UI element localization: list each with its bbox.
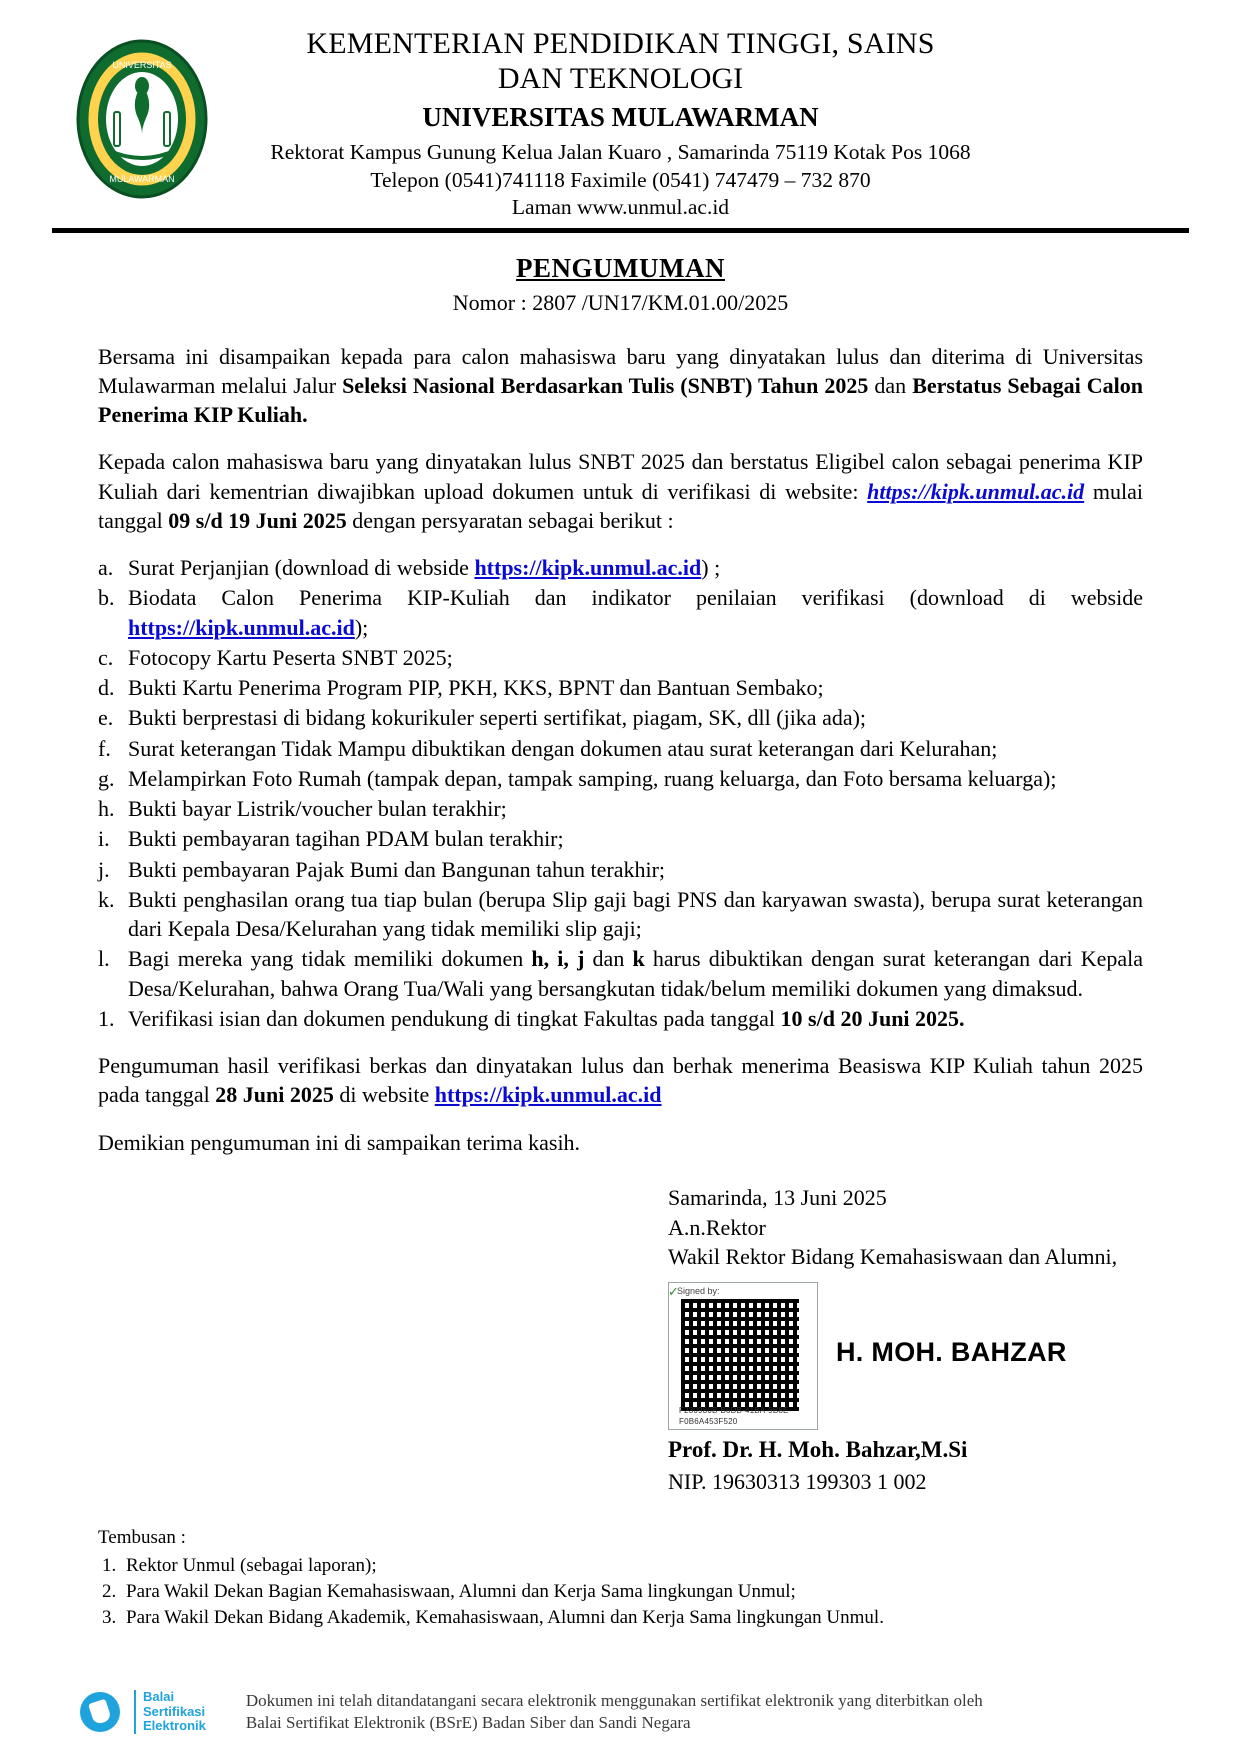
website-line: Laman www.unmul.ac.id — [511, 195, 730, 220]
document-number: Nomor : 2807 /UN17/KM.01.00/2025 — [452, 289, 789, 315]
tembusan-section — [98, 1525, 1189, 1632]
page-title: PENGUMUMAN — [516, 252, 725, 283]
list-text-a: Bukti berprestasi di bidang kokurikuler seperti sertifikat, piagam, SK, dll (jika ada); — [128, 705, 867, 731]
list-item — [98, 1605, 1189, 1631]
verifikasi-date-range: 10 s/d 20 Juni 2025. — [780, 1005, 965, 1031]
upload-text-c: dengan persyaratan sebagai berikut : — [346, 507, 674, 533]
list-marker: g. — [98, 765, 115, 791]
list-text-b: ) ; — [701, 555, 721, 581]
ministry-line-1: KEMENTERIAN PENDIDIKAN TINGGI, SAINS — [306, 27, 935, 60]
tembusan-text: Rektor Unmul (sebagai laporan); — [126, 1554, 377, 1576]
closing-text-a: Pengumuman hasil verifikasi berkas dan dinyatakan lulus dan berhak menerima Beasiswa KIP Kuliah tahun 2025 pada tanggal — [98, 1053, 1143, 1108]
document-body — [52, 342, 1189, 1497]
list-item — [98, 673, 1143, 702]
list-l-text-b: dan — [584, 946, 633, 972]
footer-note-line-1: Dokumen ini telah ditandatangani secara elektronik menggunakan sertifikat elektronik yang diterbitkan oleh — [245, 1691, 983, 1711]
list-marker: 2. — [102, 1581, 117, 1603]
list-item-verifikasi — [98, 1004, 1143, 1033]
phone-line: Telepon (0541)741118 Faximile (0541) 747479 – 732 870 — [370, 167, 871, 192]
list-item — [98, 1553, 1189, 1579]
list-text-a: Bukti pembayaran tagihan PDAM bulan terakhir; — [128, 826, 564, 852]
footer-note-line-2: Balai Sertifikat Elektronik (BSrE) Badan Siber dan Sandi Negara — [245, 1713, 691, 1732]
svg-text:MULAWARMAN: MULAWARMAN — [109, 174, 175, 184]
check-icon: ✓ — [668, 1284, 679, 1300]
list-marker: j. — [98, 856, 110, 882]
list-marker: h. — [98, 796, 115, 822]
list-text-a: Fotocopy Kartu Peserta SNBT 2025; — [128, 644, 453, 670]
intro-bold-snbt: Seleksi Nasional Berdasarkan Tulis (SNBT) Tahun 2025 — [342, 372, 869, 398]
paragraph-upload — [98, 447, 1143, 535]
paragraph-closing — [98, 1051, 1143, 1110]
list-marker: d. — [98, 675, 115, 701]
list-text-a: Biodata Calon Penerima KIP-Kuliah dan indikator penilaian verifikasi (download di webside — [128, 585, 1143, 611]
bsre-logo-icon — [80, 1690, 120, 1734]
requirement-link[interactable]: https://kipk.unmul.ac.id — [128, 614, 355, 640]
list-l-text-a: Bagi mereka yang tidak memiliki dokumen — [128, 946, 532, 972]
list-item — [98, 824, 1143, 853]
bsre-line-1: Balai — [143, 1689, 175, 1705]
signature-id: F230980B-B6DB-41BA-9B8E-F0B6A453F520 — [679, 1406, 792, 1427]
list-marker: c. — [98, 644, 114, 670]
list-marker: a. — [98, 555, 114, 581]
signature-place-date: Samarinda, 13 Juni 2025 — [668, 1184, 887, 1210]
bsre-line-3: Elektronik — [143, 1718, 206, 1734]
list-item — [98, 764, 1143, 793]
footer-note — [246, 1690, 983, 1734]
digital-signature-area — [668, 1282, 1148, 1430]
svg-text:UNIVERSITAS: UNIVERSITAS — [112, 60, 172, 70]
list-l-bold-hij: h, i, j — [531, 946, 585, 972]
list-marker: k. — [98, 886, 115, 912]
closing-text-b: di website — [333, 1082, 435, 1108]
list-item — [98, 794, 1143, 823]
upload-text-a: Kepada calon mahasiswa baru yang dinyatakan lulus SNBT 2025 dan berstatus Eligibel calon sebagai penerima KIP Kuliah dari kementrian diwajibkan upload dokumen untuk di verifikasi di website: — [98, 449, 1143, 504]
closing-website-link[interactable]: https://kipk.unmul.ac.id — [434, 1082, 662, 1108]
letterhead — [52, 26, 1189, 222]
signature-display-name: H. MOH. BAHZAR — [836, 1337, 1067, 1368]
university-logo-icon — [62, 34, 222, 204]
list-text-b: ); — [354, 614, 369, 640]
list-text-a: Bukti Kartu Penerima Program PIP, PKH, KKS, BPNT dan Bantuan Sembako; — [128, 675, 824, 701]
tembusan-title: Tembusan : — [98, 1526, 186, 1548]
qr-code-icon[interactable] — [681, 1299, 799, 1411]
signer-nip: NIP. 19630313 199303 1 002 — [668, 1469, 927, 1495]
qr-frame — [668, 1282, 818, 1430]
closing-date: 28 Juni 2025 — [215, 1082, 334, 1108]
tembusan-text: Para Wakil Dekan Bidang Akademik, Kemahasiswaan, Alumni dan Kerja Sama lingkungan Unmul. — [126, 1607, 884, 1629]
list-marker: i. — [98, 826, 110, 852]
list-text-a: Bukti bayar Listrik/voucher bulan terakhir; — [128, 796, 507, 822]
signed-by-label: Signed by: — [677, 1286, 720, 1297]
list-marker: f. — [98, 735, 111, 761]
list-l-text-c: harus dibuktikan dengan surat keterangan dari Kepala Desa/Kelurahan, bahwa Orang Tua/Wali yang bersangkutan tidak/belum memiliki dokumen yang dimaksud. — [128, 946, 1143, 1001]
list-item — [98, 553, 1143, 582]
signature-position: Wakil Rektor Bidang Kemahasiswaan dan Alumni, — [668, 1244, 1118, 1270]
upload-text-b: mulai tanggal — [98, 478, 1143, 533]
list-marker: b. — [98, 585, 115, 611]
list-marker: 3. — [102, 1607, 117, 1629]
list-text-a: Surat Perjanjian (download di webside — [128, 555, 475, 581]
list-text-a: Surat keterangan Tidak Mampu dibuktikan dengan dokumen atau surat keterangan dari Kelurahan; — [128, 735, 998, 761]
list-item — [98, 885, 1143, 944]
intro-bold-kip: Berstatus Sebagai Calon Penerima KIP Kuliah. — [98, 372, 1143, 428]
list-item — [98, 855, 1143, 884]
requirement-link[interactable]: https://kipk.unmul.ac.id — [474, 555, 702, 581]
list-marker: 1. — [98, 1005, 115, 1031]
verifikasi-text: Verifikasi isian dan dokumen pendukung di tingkat Fakultas pada tanggal — [128, 1005, 781, 1031]
tembusan-list — [98, 1553, 1189, 1632]
tembusan-text: Para Wakil Dekan Bagian Kemahasiswaan, Alumni dan Kerja Sama lingkungan Unmul; — [126, 1581, 796, 1603]
paragraph-final: Demikian pengumuman ini di sampaikan terima kasih. — [98, 1129, 581, 1155]
kipk-website-link[interactable]: https://kipk.unmul.ac.id — [867, 478, 1085, 504]
list-item-l — [98, 944, 1143, 1003]
list-marker: l. — [98, 946, 110, 972]
list-item — [98, 734, 1143, 763]
header-divider — [52, 228, 1189, 233]
list-l-bold-k: k — [632, 946, 645, 972]
requirements-list — [98, 553, 1143, 1033]
footer — [80, 1690, 983, 1734]
list-text-a: Bukti penghasilan orang tua tiap bulan (berupa Slip gaji bagi PNS dan karyawan swasta), berupa surat keterangan dari Kepala Desa/Kelurahan yang tidak memiliki slip gaji; — [128, 886, 1143, 942]
signer-name: Prof. Dr. H. Moh. Bahzar,M.Si — [668, 1437, 968, 1463]
signature-block — [98, 1183, 1143, 1497]
bsre-line-2: Sertifikasi — [143, 1703, 206, 1719]
ministry-line-2: DAN TEKNOLOGI — [497, 62, 744, 96]
upload-date-range: 09 s/d 19 Juni 2025 — [168, 507, 347, 533]
paragraph-intro — [98, 342, 1143, 430]
intro-text-c: dan — [868, 372, 913, 398]
list-item — [98, 643, 1143, 672]
list-item — [98, 703, 1143, 732]
address-line: Rektorat Kampus Gunung Kelua Jalan Kuaro , Samarinda 75119 Kotak Pos 1068 — [270, 140, 971, 165]
bsre-label — [134, 1690, 206, 1734]
university-name: UNIVERSITAS MULAWARMAN — [422, 101, 819, 132]
list-marker: e. — [98, 705, 114, 731]
list-item — [98, 583, 1143, 642]
intro-text-a: Bersama ini disampaikan kepada para calon mahasiswa baru yang dinyatakan lulus dan diterima di Universitas Mulawarman melalui Jalur — [98, 343, 1143, 398]
list-text-a: Bukti pembayaran Pajak Bumi dan Bangunan tahun terakhir; — [128, 856, 666, 882]
list-marker: 1. — [102, 1554, 117, 1576]
list-text-a: Melampirkan Foto Rumah (tampak depan, tampak samping, ruang keluarga, dan Foto bersama keluarga); — [128, 765, 1057, 791]
list-item — [98, 1579, 1189, 1605]
signature-on-behalf: A.n.Rektor — [668, 1214, 766, 1240]
